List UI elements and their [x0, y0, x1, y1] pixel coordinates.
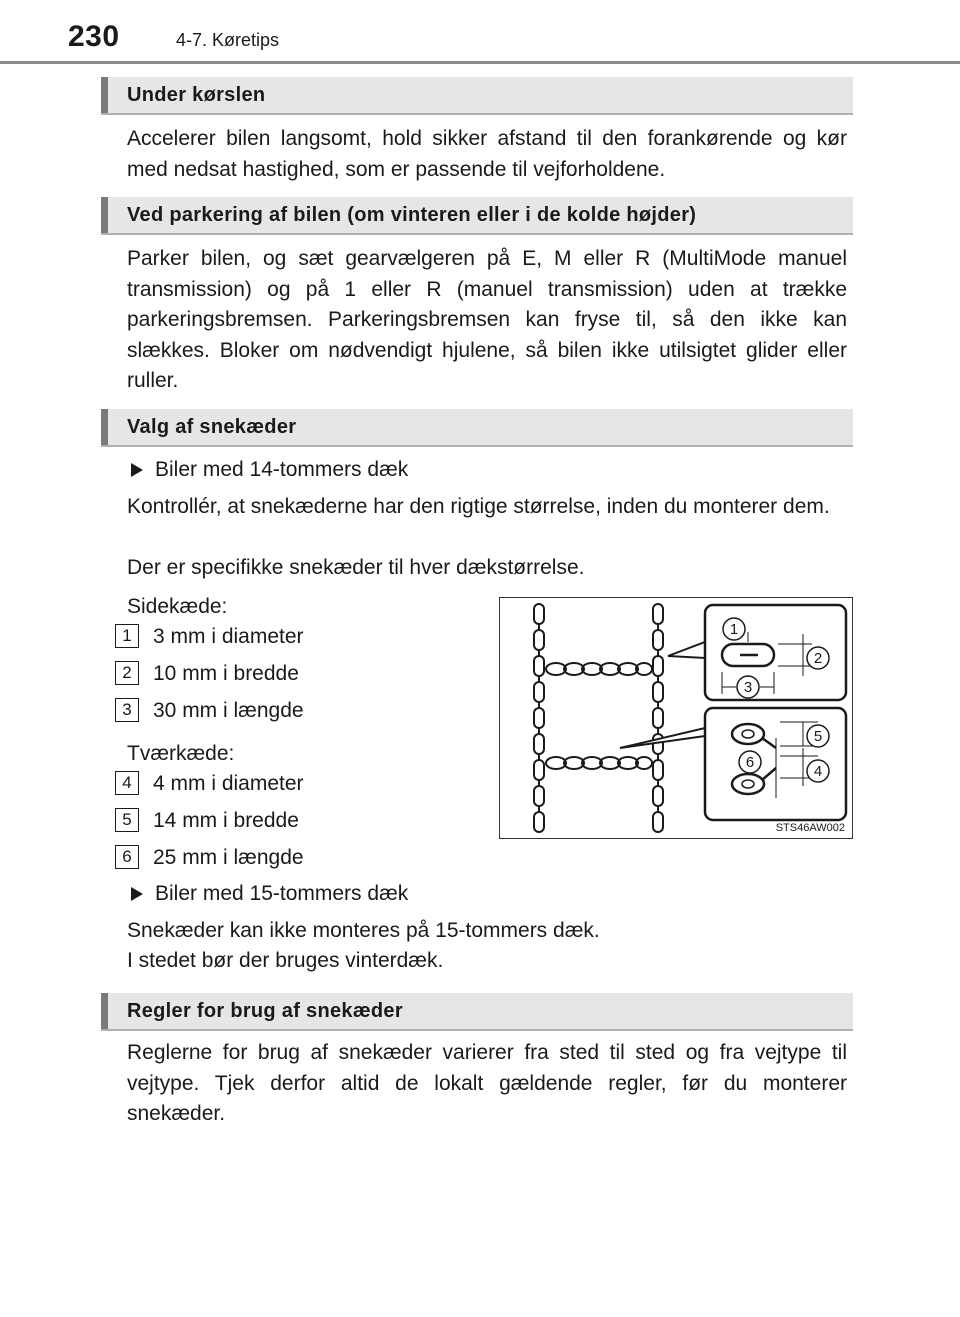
callout-label: 2 — [813, 650, 823, 667]
bullet-14-inch — [131, 455, 408, 485]
header-divider — [0, 61, 960, 64]
spec-text: 14 mm i bredde — [153, 809, 299, 832]
heading-accent — [101, 993, 108, 1029]
callout-label: 4 — [813, 763, 823, 780]
heading-accent — [101, 197, 108, 233]
callout-label: 3 — [743, 679, 753, 696]
snow-chain-illustration — [500, 598, 852, 838]
chapter-title: 4-7. Køretips — [176, 30, 280, 50]
bullet-text: Biler med 15-tommers dæk — [155, 882, 409, 905]
section-title: Regler for brug af snekæder — [127, 1000, 403, 1022]
rules-paragraph: Reglerne for brug af snekæder varierer fra sted til sted og fra vejtype til vejtype. Tjek derfor altid de lokalt gældende regler, før du monterer snekæder. — [127, 1041, 847, 1125]
section-title: Valg af snekæder — [127, 416, 297, 438]
winter-tires-paragraph: I stedet bør der bruges vinterdæk. — [127, 949, 444, 972]
callout-number: 5 — [115, 808, 139, 832]
callout-label: 5 — [813, 728, 823, 745]
callout-label: 6 — [745, 754, 755, 771]
section-heading-parking — [101, 197, 853, 235]
callout-number: 3 — [115, 698, 139, 722]
parking-paragraph: Parker bilen, og sæt gearvælgeren på E, M eller R (MultiMode manuel transmission) og på 1 eller R (manuel transmission) uden at trække parkeringsbremsen. Parkeringsbremsen kan fryse til, så den ikke kan slækkes. Bloker om nødvendigt hjulene, så bilen ikke utilsigtet glider eller ruller. — [127, 247, 847, 392]
bullet-text: Biler med 14-tommers dæk — [155, 458, 409, 481]
callout-label: 1 — [729, 621, 739, 638]
no-chains-paragraph: Snekæder kan ikke monteres på 15-tommers dæk. — [127, 919, 600, 942]
upper-cross-chain — [546, 663, 652, 675]
spec-text: 3 mm i diameter — [153, 625, 304, 648]
right-side-chain — [653, 604, 663, 832]
section-heading-driving — [101, 77, 853, 115]
cross-chain-label: Tværkæde: — [127, 742, 235, 765]
spec-text: 4 mm i diameter — [153, 772, 304, 795]
figure-code: STS46AW002 — [775, 822, 845, 834]
spec-text: 10 mm i bredde — [153, 662, 299, 685]
section-heading-chain-selection — [101, 409, 853, 447]
spec-text: 30 mm i længde — [153, 699, 304, 722]
lower-cross-chain — [546, 757, 652, 769]
callout-number: 6 — [115, 845, 139, 869]
triangle-bullet-icon — [131, 463, 143, 477]
left-side-chain — [534, 604, 544, 832]
callout-number: 2 — [115, 661, 139, 685]
triangle-bullet-icon — [131, 887, 143, 901]
spec-text: 25 mm i længde — [153, 846, 304, 869]
page-number: 230 — [68, 20, 120, 53]
specific-chains-paragraph: Der er specifikke snekæder til hver dækstørrelse. — [127, 556, 585, 579]
callout-number: 4 — [115, 771, 139, 795]
bullet-15-inch — [131, 879, 408, 909]
size-check-paragraph: Kontrollér, at snekæderne har den rigtige størrelse, inden du monterer dem. — [127, 495, 830, 518]
section-heading-rules — [101, 993, 853, 1031]
side-chain-label: Sidekæde: — [127, 595, 228, 618]
driving-paragraph: Accelerer bilen langsomt, hold sikker afstand til den forankørende og kør med nedsat hastighed, som er passende til vejforholdene. — [127, 127, 847, 181]
heading-accent — [101, 77, 108, 113]
snow-chain-figure — [499, 597, 853, 839]
callout-number: 1 — [115, 624, 139, 648]
section-title: Under kørslen — [127, 84, 266, 106]
section-title: Ved parkering af bilen (om vinteren eller i de kolde højder) — [127, 204, 697, 226]
heading-accent — [101, 409, 108, 445]
